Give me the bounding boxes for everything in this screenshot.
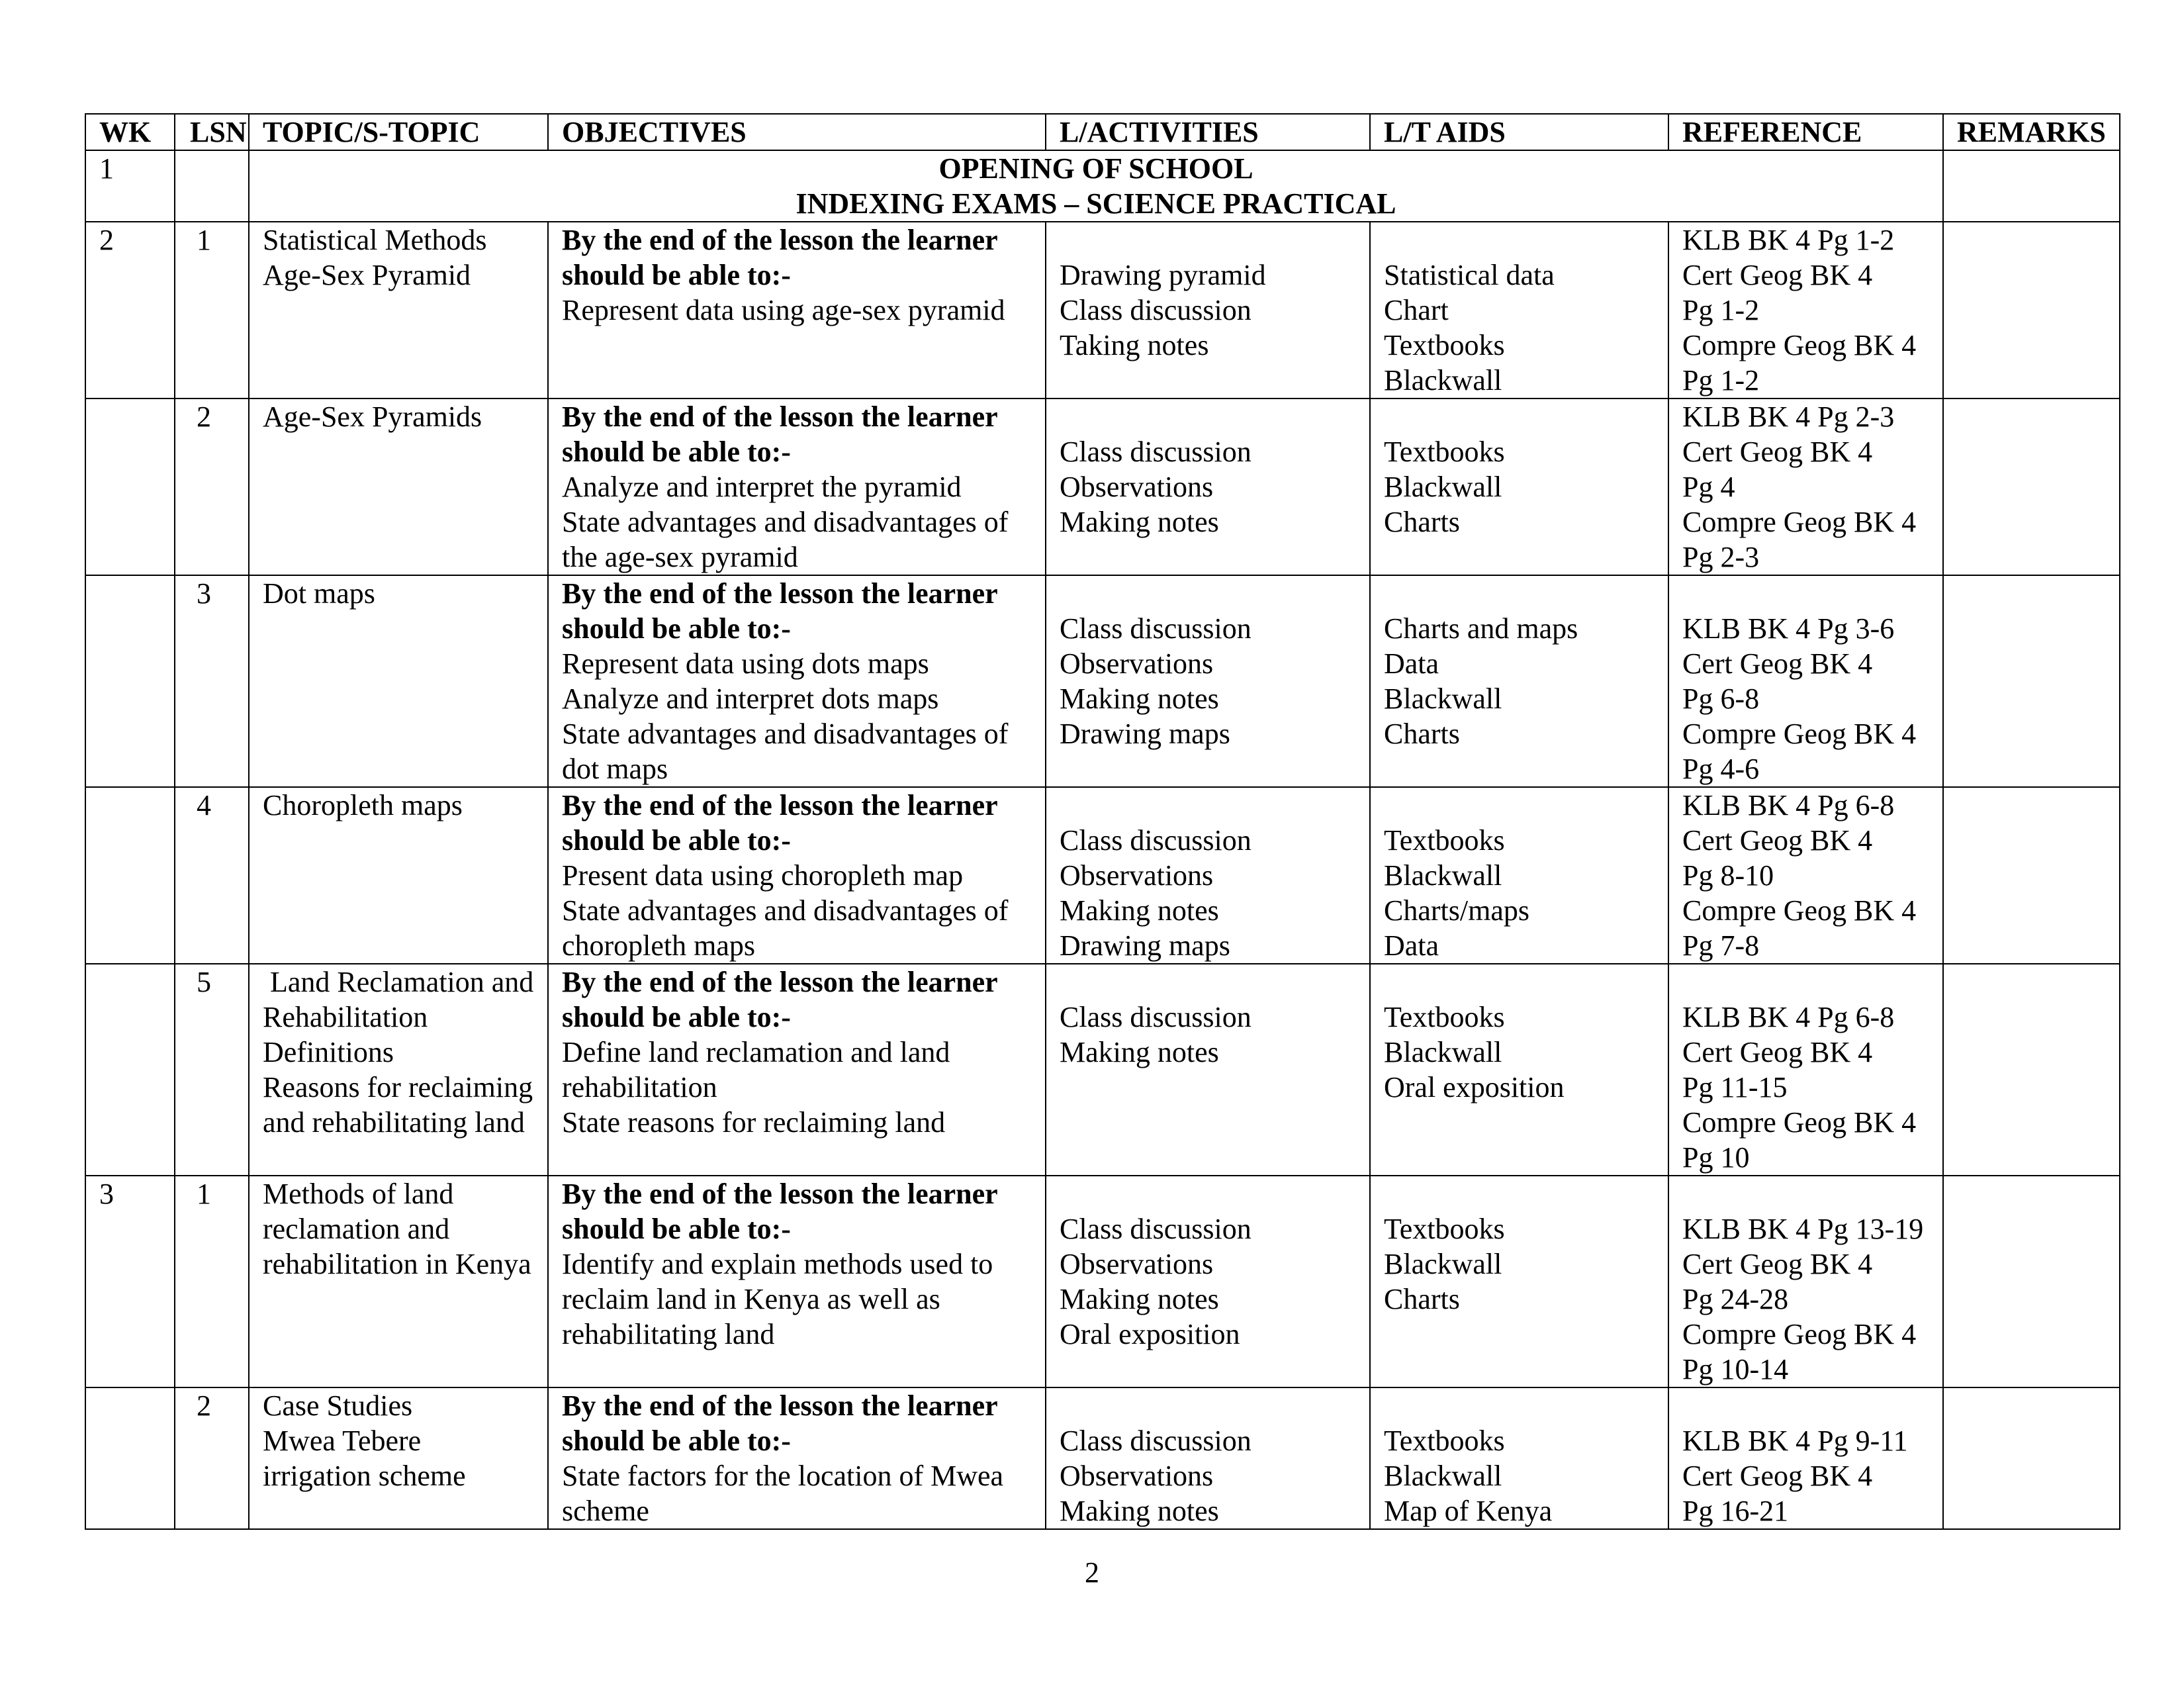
reference-cell: [1668, 964, 1943, 1176]
lesson-number: 1: [175, 222, 249, 399]
aid-line: Map of Kenya: [1384, 1495, 1553, 1527]
reference-line: Pg 10: [1682, 1141, 1750, 1174]
aids-spacer: [1384, 399, 1668, 434]
objectives-cell: [548, 1387, 1046, 1529]
week-number: [85, 399, 175, 575]
objectives-cell: [548, 399, 1046, 575]
topic-line: Rehabilitation: [263, 1001, 428, 1033]
header-row: [85, 114, 2120, 150]
reference-line: KLB BK 4 Pg 6-8: [1682, 1001, 1895, 1033]
aid-line: Blackwall: [1384, 1036, 1502, 1068]
objective-line: State advantages and disadvantages of: [562, 894, 1009, 927]
objectives-cell: [548, 964, 1046, 1176]
objective-intro-line: should be able to:-: [562, 824, 791, 857]
week-number: 2: [85, 222, 175, 399]
reference-line: KLB BK 4 Pg 9-11: [1682, 1425, 1908, 1457]
indexing-exams: INDEXING EXAMS – SCIENCE PRACTICAL: [796, 187, 1396, 220]
week-number: [85, 964, 175, 1176]
lesson-row: [85, 1387, 2120, 1529]
objective-intro-line: By the end of the lesson the learner: [562, 1389, 998, 1422]
lesson-number: 2: [175, 1387, 249, 1529]
activity-line: Observations: [1060, 647, 1214, 680]
objective-line: Represent data using dots maps: [562, 647, 929, 680]
opening-of-school: OPENING OF SCHOOL: [938, 152, 1253, 185]
topic-line: Age-Sex Pyramid: [263, 259, 471, 291]
aid-line: Oral exposition: [1384, 1071, 1565, 1103]
objective-line: Analyze and interpret dots maps: [562, 682, 939, 715]
aids-cell: [1370, 575, 1668, 787]
objective-line: State advantages and disadvantages of: [562, 718, 1009, 750]
aids-spacer: [1384, 788, 1668, 823]
objective-line: rehabilitation: [562, 1071, 717, 1103]
reference-line: Pg 4: [1682, 471, 1735, 503]
objective-intro-line: By the end of the lesson the learner: [562, 1178, 998, 1210]
aid-line: Charts: [1384, 718, 1460, 750]
lesson-row: [85, 575, 2120, 787]
activity-line: Observations: [1060, 471, 1214, 503]
week-1-lesson: [175, 150, 249, 222]
topic-cell: [249, 964, 548, 1176]
topic-cell: [249, 1387, 548, 1529]
activity-line: Class discussion: [1060, 1001, 1251, 1033]
reference-line: Pg 24-28: [1682, 1283, 1789, 1315]
activity-line: Making notes: [1060, 682, 1219, 715]
reference-line: Cert Geog BK 4: [1682, 436, 1873, 468]
activities-cell: [1046, 1387, 1370, 1529]
aid-line: Blackwall: [1384, 364, 1502, 397]
reference-cell: [1668, 575, 1943, 787]
activities-cell: [1046, 222, 1370, 399]
reference-line: Pg 2-3: [1682, 541, 1760, 573]
activity-line: Drawing maps: [1060, 929, 1230, 962]
reference-line: Pg 4-6: [1682, 753, 1760, 785]
reference-line: Compre Geog BK 4: [1682, 329, 1917, 361]
objective-line: Present data using choropleth map: [562, 859, 964, 892]
activity-line: Class discussion: [1060, 294, 1251, 326]
objective-intro-line: By the end of the lesson the learner: [562, 966, 998, 998]
aid-line: Blackwall: [1384, 1460, 1502, 1492]
header-reference: REFERENCE: [1668, 114, 1943, 150]
aids-cell: [1370, 222, 1668, 399]
lesson-number: 4: [175, 787, 249, 964]
page-number: 2: [1085, 1556, 1099, 1589]
aid-line: Textbooks: [1384, 824, 1505, 857]
activities-spacer: [1060, 1176, 1369, 1211]
topic-cell: [249, 222, 548, 399]
reference-line: Cert Geog BK 4: [1682, 1460, 1873, 1492]
aids-spacer: [1384, 1388, 1668, 1423]
week-1-remarks: [1943, 150, 2120, 222]
header-wk: WK: [85, 114, 175, 150]
week-1-number: 1: [85, 150, 175, 222]
aid-line: Textbooks: [1384, 1001, 1505, 1033]
objective-intro-line: should be able to:-: [562, 259, 791, 291]
reference-line: Cert Geog BK 4: [1682, 1036, 1873, 1068]
lesson-row: [85, 399, 2120, 575]
objective-intro-line: By the end of the lesson the learner: [562, 789, 998, 821]
reference-cell: [1668, 222, 1943, 399]
lesson-row: [85, 222, 2120, 399]
activity-line: Drawing maps: [1060, 718, 1230, 750]
activity-line: Class discussion: [1060, 824, 1251, 857]
header-remarks: REMARKS: [1943, 114, 2120, 150]
objective-line: State advantages and disadvantages of: [562, 506, 1009, 538]
lesson-row: [85, 964, 2120, 1176]
objective-line: the age-sex pyramid: [562, 541, 798, 573]
aid-line: Blackwall: [1384, 682, 1502, 715]
aid-line: Textbooks: [1384, 1213, 1505, 1245]
aid-line: Textbooks: [1384, 329, 1505, 361]
objective-intro-line: should be able to:-: [562, 436, 791, 468]
lesson-number: 5: [175, 964, 249, 1176]
reference-spacer: [1682, 1388, 1942, 1423]
topic-line: Methods of land: [263, 1178, 454, 1210]
reference-line: Pg 6-8: [1682, 682, 1760, 715]
topic-line: Definitions: [263, 1036, 394, 1068]
activities-cell: [1046, 1176, 1370, 1387]
reference-line: Pg 1-2: [1682, 364, 1760, 397]
header-topic: TOPIC/S-TOPIC: [249, 114, 548, 150]
activities-cell: [1046, 964, 1370, 1176]
topic-line: Land Reclamation and: [263, 966, 534, 998]
activity-line: Class discussion: [1060, 612, 1251, 645]
reference-spacer: [1682, 1176, 1942, 1211]
objective-line: dot maps: [562, 753, 668, 785]
reference-cell: [1668, 399, 1943, 575]
lesson-row: [85, 1176, 2120, 1387]
reference-cell: [1668, 1387, 1943, 1529]
objective-line: Represent data using age-sex pyramid: [562, 294, 1005, 326]
reference-line: Pg 7-8: [1682, 929, 1760, 962]
aids-cell: [1370, 1387, 1668, 1529]
aids-cell: [1370, 1176, 1668, 1387]
remarks-cell: [1943, 1176, 2120, 1387]
objective-intro-line: should be able to:-: [562, 612, 791, 645]
objective-line: Define land reclamation and land: [562, 1036, 950, 1068]
aids-cell: [1370, 787, 1668, 964]
reference-line: KLB BK 4 Pg 13-19: [1682, 1213, 1924, 1245]
lesson-number: 1: [175, 1176, 249, 1387]
topic-line: Dot maps: [263, 577, 375, 610]
lesson-number: 3: [175, 575, 249, 787]
objective-line: State factors for the location of Mwea: [562, 1460, 1004, 1492]
activity-line: Drawing pyramid: [1060, 259, 1266, 291]
aid-line: Data: [1384, 929, 1439, 962]
remarks-cell: [1943, 575, 2120, 787]
topic-cell: [249, 399, 548, 575]
remarks-cell: [1943, 964, 2120, 1176]
reference-line: Pg 16-21: [1682, 1495, 1789, 1527]
objective-intro-line: should be able to:-: [562, 1425, 791, 1457]
remarks-cell: [1943, 222, 2120, 399]
reference-line: KLB BK 4 Pg 2-3: [1682, 400, 1895, 433]
reference-line: Compre Geog BK 4: [1682, 506, 1917, 538]
week-number: [85, 1387, 175, 1529]
reference-line: Pg 11-15: [1682, 1071, 1788, 1103]
aid-line: Charts: [1384, 1283, 1460, 1315]
reference-line: Compre Geog BK 4: [1682, 718, 1917, 750]
activity-line: Making notes: [1060, 1283, 1219, 1315]
reference-line: Pg 1-2: [1682, 294, 1760, 326]
objective-line: choropleth maps: [562, 929, 756, 962]
aids-spacer: [1384, 964, 1668, 1000]
topic-line: Mwea Tebere: [263, 1425, 422, 1457]
activity-line: Observations: [1060, 1460, 1214, 1492]
aids-spacer: [1384, 1176, 1668, 1211]
activity-line: Class discussion: [1060, 1213, 1251, 1245]
aid-line: Chart: [1384, 294, 1449, 326]
aid-line: Textbooks: [1384, 1425, 1505, 1457]
reference-line: Pg 10-14: [1682, 1353, 1789, 1385]
objectives-cell: [548, 222, 1046, 399]
activity-line: Taking notes: [1060, 329, 1209, 361]
header-lsn: LSN: [175, 114, 249, 150]
reference-spacer: [1682, 576, 1942, 611]
reference-line: Cert Geog BK 4: [1682, 1248, 1873, 1280]
objective-intro-line: By the end of the lesson the learner: [562, 400, 998, 433]
aids-cell: [1370, 964, 1668, 1176]
topic-line: Age-Sex Pyramids: [263, 400, 482, 433]
objectives-cell: [548, 787, 1046, 964]
reference-line: KLB BK 4 Pg 6-8: [1682, 789, 1895, 821]
week-1-row: [85, 150, 2120, 222]
activity-line: Making notes: [1060, 506, 1219, 538]
header-objectives: OBJECTIVES: [548, 114, 1046, 150]
reference-line: Compre Geog BK 4: [1682, 1106, 1917, 1139]
reference-line: Cert Geog BK 4: [1682, 259, 1873, 291]
lesson-row: [85, 787, 2120, 964]
objective-line: reclaim land in Kenya as well as: [562, 1283, 940, 1315]
activity-line: Class discussion: [1060, 1425, 1251, 1457]
aid-line: Charts/maps: [1384, 894, 1529, 927]
activity-line: Oral exposition: [1060, 1318, 1240, 1350]
activity-line: Making notes: [1060, 1495, 1219, 1527]
activities-spacer: [1060, 1388, 1369, 1423]
reference-line: Cert Geog BK 4: [1682, 647, 1873, 680]
activities-spacer: [1060, 964, 1369, 1000]
week-number: 3: [85, 1176, 175, 1387]
topic-line: reclamation and: [263, 1213, 450, 1245]
objective-intro-line: should be able to:-: [562, 1001, 791, 1033]
topic-line: Statistical Methods: [263, 224, 487, 256]
aid-line: Blackwall: [1384, 471, 1502, 503]
activities-spacer: [1060, 576, 1369, 611]
aid-line: Charts: [1384, 506, 1460, 538]
scheme-of-work-table: [85, 113, 2120, 1530]
lesson-number: 2: [175, 399, 249, 575]
objective-line: Analyze and interpret the pyramid: [562, 471, 962, 503]
aid-line: Blackwall: [1384, 1248, 1502, 1280]
aid-line: Blackwall: [1384, 859, 1502, 892]
aids-spacer: [1384, 576, 1668, 611]
aid-line: Statistical data: [1384, 259, 1555, 291]
reference-line: KLB BK 4 Pg 1-2: [1682, 224, 1895, 256]
aids-spacer: [1384, 222, 1668, 258]
header-aids: L/T AIDS: [1370, 114, 1668, 150]
activities-spacer: [1060, 788, 1369, 823]
reference-line: Pg 8-10: [1682, 859, 1774, 892]
activities-spacer: [1060, 399, 1369, 434]
aid-line: Charts and maps: [1384, 612, 1578, 645]
objective-line: State reasons for reclaiming land: [562, 1106, 946, 1139]
week-1-event: [249, 150, 1943, 222]
activities-cell: [1046, 575, 1370, 787]
objective-line: scheme: [562, 1495, 649, 1527]
objective-intro-line: should be able to:-: [562, 1213, 791, 1245]
remarks-cell: [1943, 399, 2120, 575]
topic-cell: [249, 787, 548, 964]
topic-line: Choropleth maps: [263, 789, 463, 821]
activity-line: Observations: [1060, 859, 1214, 892]
topic-cell: [249, 1176, 548, 1387]
reference-line: Compre Geog BK 4: [1682, 894, 1917, 927]
reference-spacer: [1682, 964, 1942, 1000]
aids-cell: [1370, 399, 1668, 575]
objective-line: rehabilitating land: [562, 1318, 775, 1350]
remarks-cell: [1943, 787, 2120, 964]
reference-line: KLB BK 4 Pg 3-6: [1682, 612, 1895, 645]
reference-line: Compre Geog BK 4: [1682, 1318, 1917, 1350]
activities-spacer: [1060, 222, 1369, 258]
aid-line: Data: [1384, 647, 1439, 680]
activity-line: Making notes: [1060, 894, 1219, 927]
reference-cell: [1668, 1176, 1943, 1387]
objectives-cell: [548, 575, 1046, 787]
week-number: [85, 575, 175, 787]
activity-line: Observations: [1060, 1248, 1214, 1280]
topic-line: and rehabilitating land: [263, 1106, 525, 1139]
header-activities: L/ACTIVITIES: [1046, 114, 1370, 150]
topic-line: irrigation scheme: [263, 1460, 466, 1492]
week-number: [85, 787, 175, 964]
activity-line: Making notes: [1060, 1036, 1219, 1068]
reference-cell: [1668, 787, 1943, 964]
topic-line: Reasons for reclaiming: [263, 1071, 533, 1103]
topic-cell: [249, 575, 548, 787]
objectives-cell: [548, 1176, 1046, 1387]
activities-cell: [1046, 787, 1370, 964]
activities-cell: [1046, 399, 1370, 575]
activity-line: Class discussion: [1060, 436, 1251, 468]
reference-line: Cert Geog BK 4: [1682, 824, 1873, 857]
aid-line: Textbooks: [1384, 436, 1505, 468]
objective-line: Identify and explain methods used to: [562, 1248, 993, 1280]
topic-line: Case Studies: [263, 1389, 413, 1422]
objective-intro-line: By the end of the lesson the learner: [562, 224, 998, 256]
topic-line: rehabilitation in Kenya: [263, 1248, 531, 1280]
remarks-cell: [1943, 1387, 2120, 1529]
objective-intro-line: By the end of the lesson the learner: [562, 577, 998, 610]
